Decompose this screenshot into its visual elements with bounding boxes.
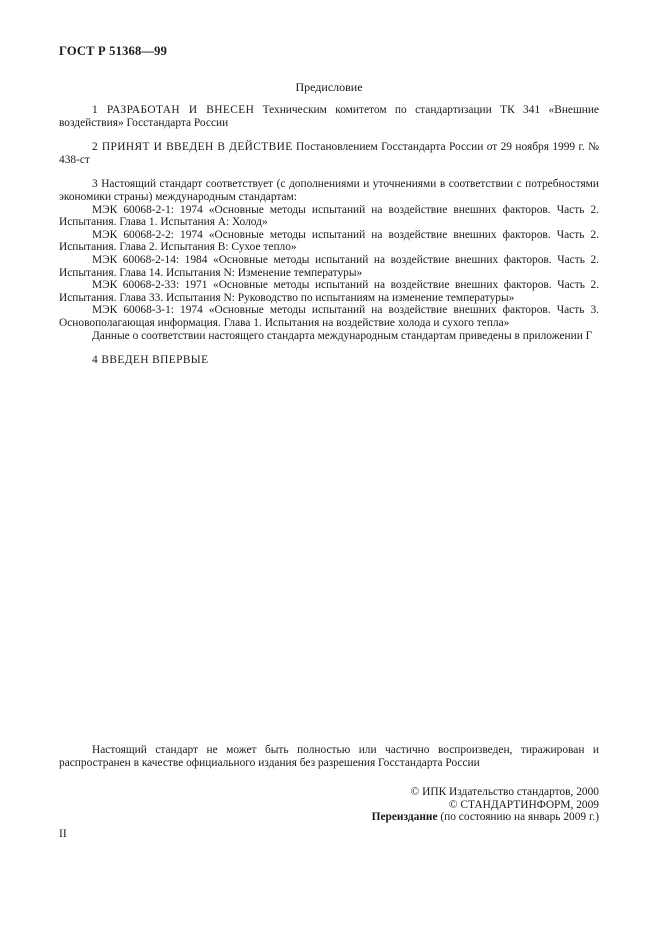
section-1 bbox=[59, 104, 599, 129]
reissue-label: Переиздание bbox=[371, 811, 438, 824]
page-number: II bbox=[59, 828, 67, 840]
section-2 bbox=[59, 141, 599, 166]
standard-item: МЭК 60068-2-14: 1984 «Основные методы испытаний на воздействие внешних факторов. Часть 2. Испытания. Глава 14. Испытания N: Изменение температуры» bbox=[59, 253, 599, 279]
standard-item: МЭК 60068-3-1: 1974 «Основные методы испытаний на воздействие внешних факторов. Часть 3. Основополагающая информация. Глава 1. Испытания на воздействие холода и сухого тепла» bbox=[59, 304, 599, 329]
copyright-block bbox=[372, 786, 599, 824]
preface-body bbox=[59, 104, 599, 367]
section-3-intro: 3 Настоящий стандарт соответствует (с дополнениями и уточнениями в соответствии с потребностями экономики страны) международным стандартам: bbox=[59, 178, 599, 203]
copyright-line-2: © СТАНДАРТИНФОРМ, 2009 bbox=[448, 798, 599, 811]
reissue-line bbox=[372, 811, 599, 824]
standard-item: МЭК 60068-2-33: 1971 «Основные методы испытаний на воздействие внешних факторов. Часть 2. Испытания. Глава 33. Испытания N: Руководство по испытаниям на изменение температуры» bbox=[59, 279, 599, 304]
section-1-text: Техническим комитетом по стандартизации ТК 341 «Внешние воздействия» Госстандарта России bbox=[59, 104, 599, 129]
standard-item: МЭК 60068-2-2: 1974 «Основные методы испытаний на воздействие внешних факторов. Часть 2. Испытания. Глава 2. Испытания В: Сухое тепло» bbox=[59, 228, 599, 254]
standard-code-header: ГОСТ Р 51368—99 bbox=[59, 44, 168, 58]
copyright-line-1: © ИПК Издательство стандартов, 2000 bbox=[410, 786, 599, 798]
reissue-date: (по состоянию на январь 2009 г.) bbox=[437, 811, 599, 824]
section-3-closing: Данные о соответствии настоящего стандарта международным стандартам приведены в приложении Г bbox=[92, 329, 593, 342]
section-1-prefix: 1 РАЗРАБОТАН И ВНЕСЕН bbox=[92, 104, 255, 116]
section-2-prefix: 2 ПРИНЯТ И ВВЕДЕН В ДЕЙСТВИЕ bbox=[92, 141, 293, 154]
standard-item: МЭК 60068-2-1: 1974 «Основные методы испытаний на воздействие внешних факторов. Часть 2. Испытания. Глава 1. Испытания А: Холод» bbox=[59, 203, 599, 229]
section-2-text: Постановлением Госстандарта России от 29 ноября 1999 г. № 438-ст bbox=[59, 141, 599, 166]
page-title: Предисловие bbox=[295, 80, 363, 94]
reproduction-notice: Настоящий стандарт не может быть полностью или частично воспроизведен, тиражирован и распространен в качестве официального издания без разрешения Госстандарта России bbox=[59, 744, 599, 769]
section-4: 4 ВВЕДЕН ВПЕРВЫЕ bbox=[92, 354, 209, 367]
